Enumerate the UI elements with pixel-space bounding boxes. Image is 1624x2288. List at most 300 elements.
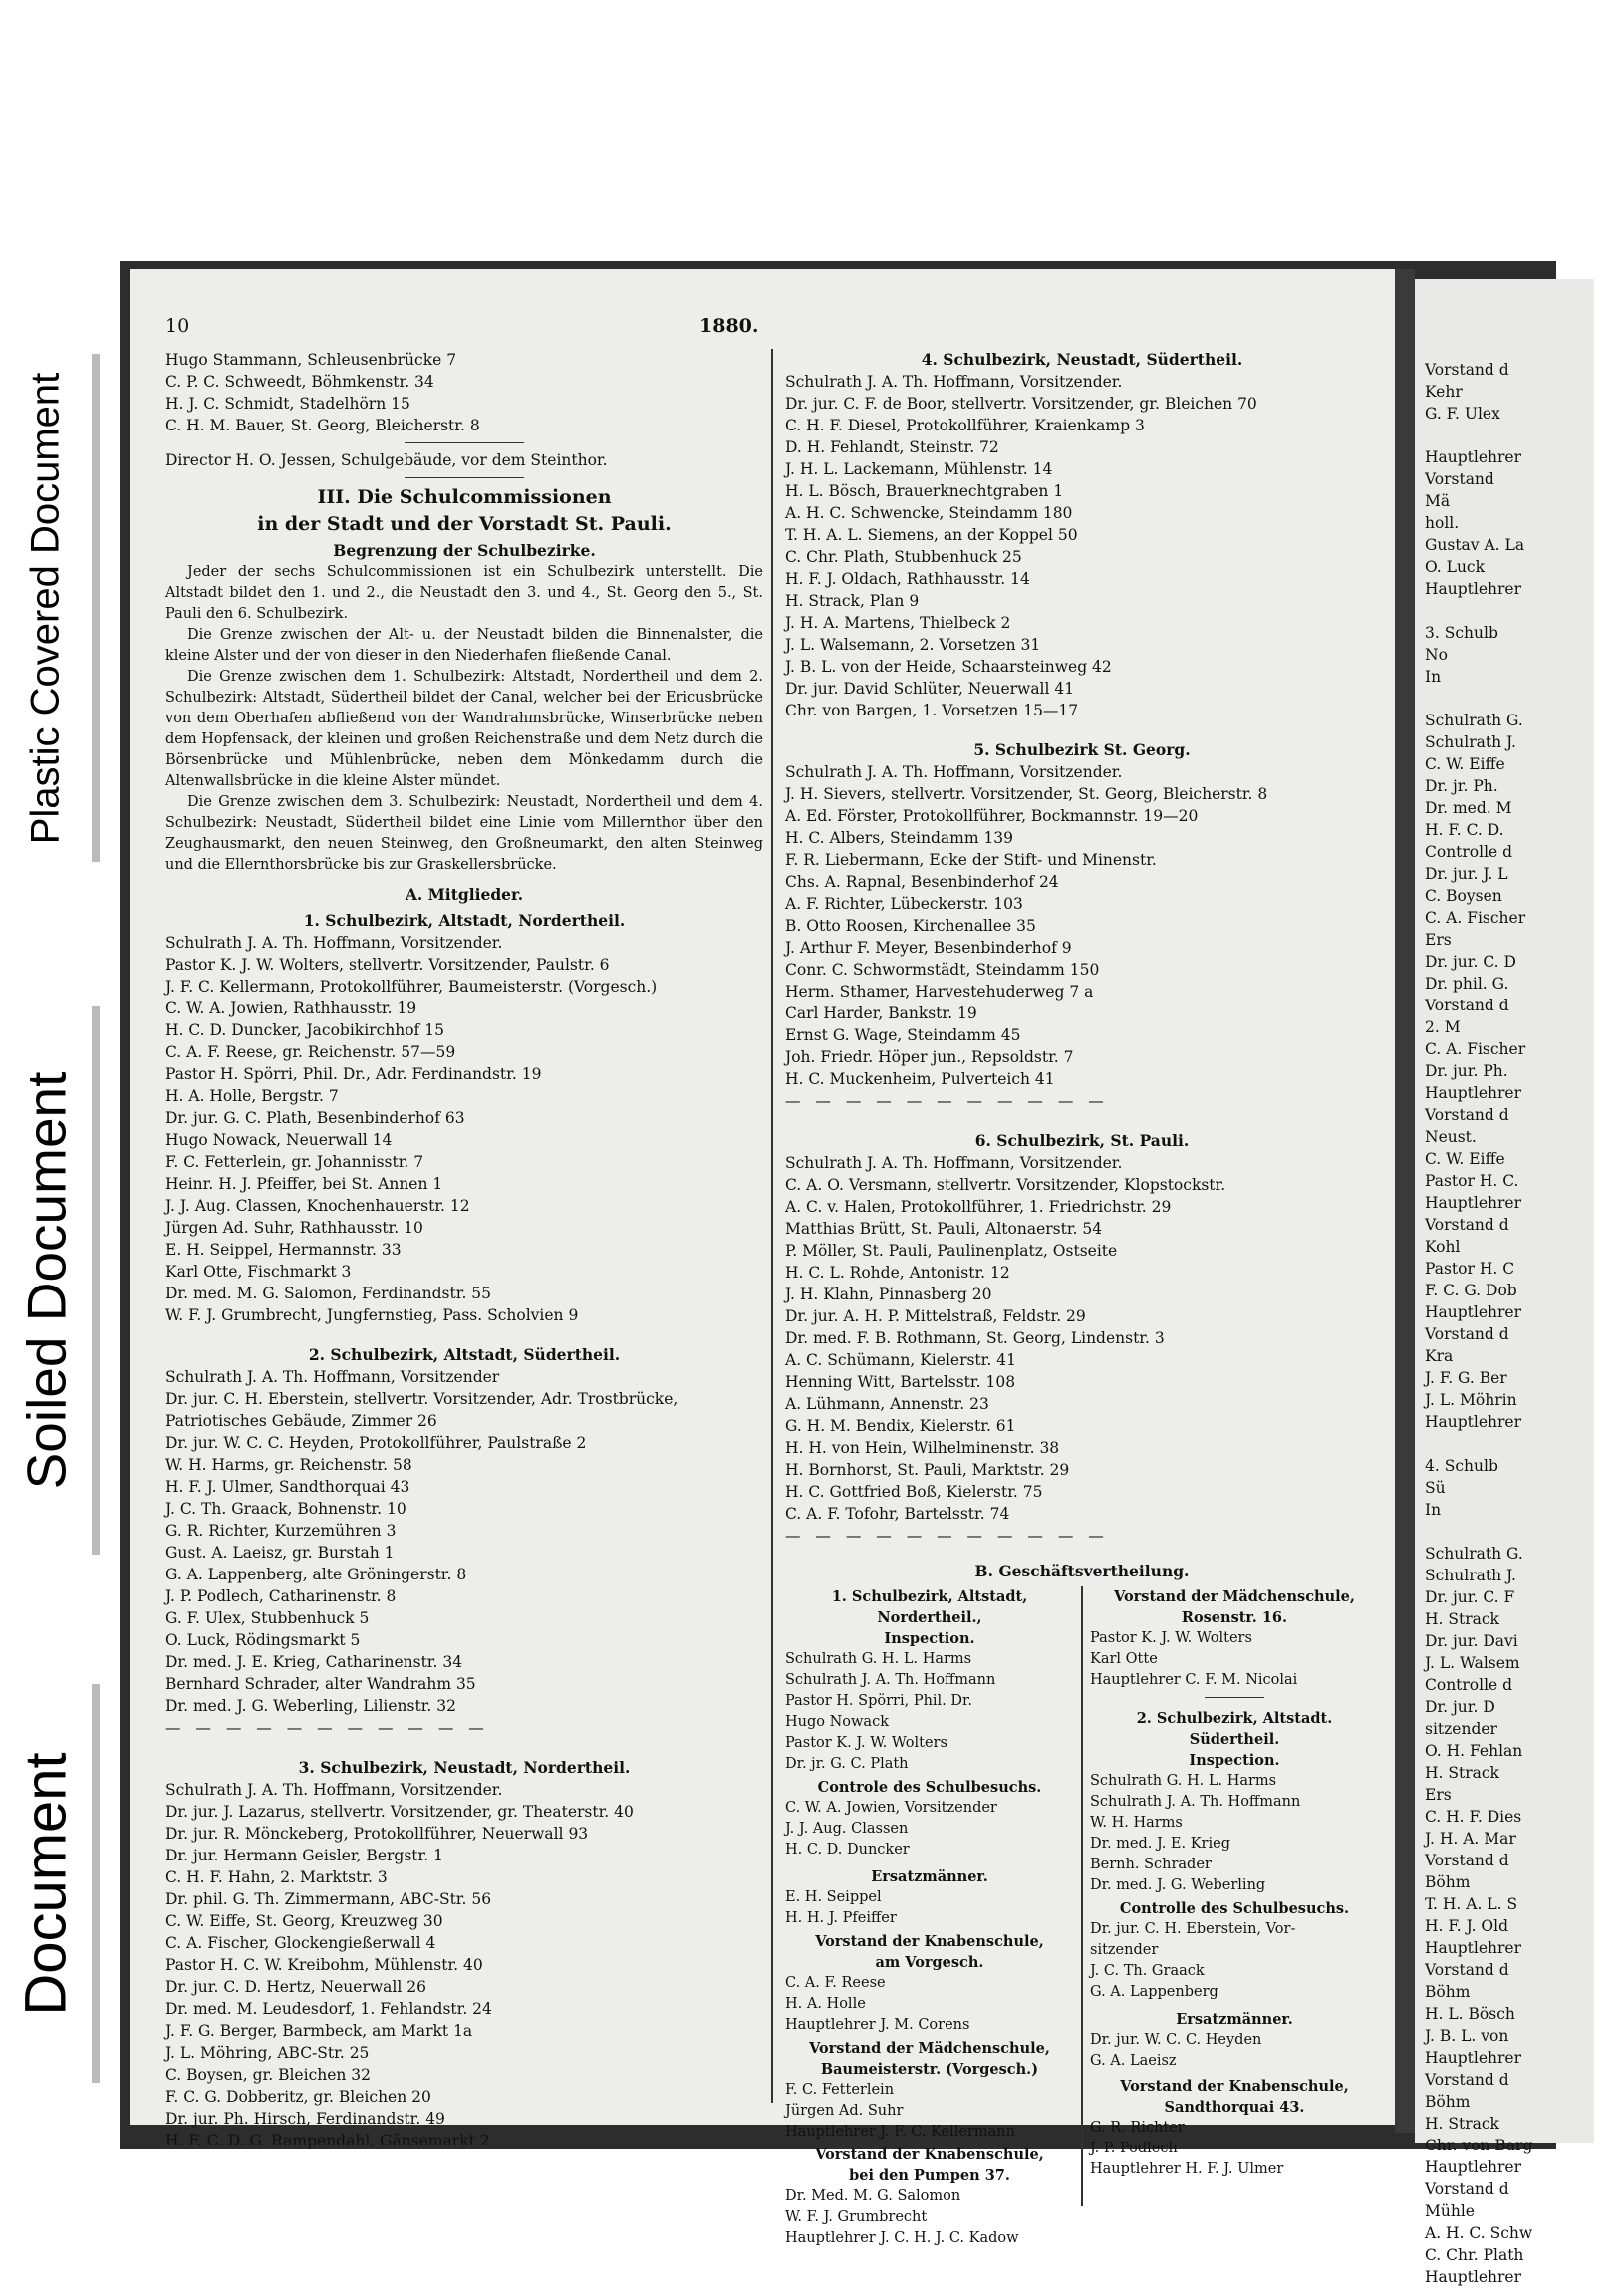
facing-page-line: T. H. A. L. S	[1425, 1895, 1518, 1913]
substitutes-heading-line: Ersatzmänner.	[1176, 2011, 1293, 2028]
inspection-list-line: Schulrath G. H. L. Harms	[785, 1651, 972, 1667]
inspection-list-line: Dr. med. J. G. Weberling	[1090, 1877, 1266, 1893]
facing-page-line: Controlle d	[1425, 1676, 1513, 1694]
member-entry: Dr. jur. A. H. P. Mittelstraß, Feldstr. 29	[785, 1307, 1086, 1325]
member-entry: O. Luck, Rödingsmarkt 5	[165, 1631, 361, 1649]
member-entry: J. F. G. Berger, Barmbeck, am Markt 1a	[165, 2022, 473, 2040]
control-list-line: H. C. D. Duncker	[785, 1842, 910, 1858]
facing-page-line: F. C. G. Dob	[1425, 1282, 1517, 1299]
boys-school-list	[1090, 2118, 1379, 2180]
girls-school-list-line: Hauptlehrer J. F. C. Kellermann	[785, 2124, 1015, 2140]
facing-page-line: Mühle	[1425, 2202, 1475, 2220]
member-entry: Dr. jur. J. Lazarus, stellvertr. Vorsitzender, gr. Theaterstr. 40	[165, 1803, 634, 1821]
member-entry: B. Otto Roosen, Kirchenallee 35	[785, 917, 1036, 935]
tab-document	[0, 1684, 92, 2083]
facing-page-line: In	[1425, 668, 1442, 686]
member-entry: Dr. med. M. G. Salomon, Ferdinandstr. 55	[165, 1285, 492, 1302]
boys-school-heading-line: Sandthorquai 43.	[1164, 2099, 1305, 2116]
director-line: Director H. O. Jessen, Schulgebäude, vor dem Steinthor.	[165, 451, 608, 469]
section-subtitle: in der Stadt und der Vorstadt St. Pauli.	[257, 513, 672, 535]
district1-title: 1. Schulbezirk, Altstadt, Nordertheil.	[303, 911, 626, 930]
divider	[1205, 1697, 1264, 1698]
facing-page-line: H. F. C. D.	[1425, 821, 1504, 839]
inspection-list-line: Schulrath G. H. L. Harms	[1090, 1773, 1277, 1789]
member-entry: Dr. jur. G. C. Plath, Besenbinderhof 63	[165, 1109, 465, 1127]
member-entry: Dr. jur. W. C. C. Heyden, Protokollführer, Paulstraße 2	[165, 1434, 587, 1452]
facing-page-line: No	[1425, 646, 1448, 664]
facing-page-line: Dr. jur. C. D	[1425, 953, 1516, 971]
facing-page-line: Dr. phil. G.	[1425, 975, 1509, 993]
facing-page-line: Mä	[1425, 492, 1451, 510]
district6-title: 6. Schulbezirk, St. Pauli.	[974, 1131, 1190, 1150]
girls-school-heading-line: Rosenstr. 16.	[1181, 1609, 1288, 1626]
member-entry: J. C. Th. Graack, Bohnenstr. 10	[165, 1500, 406, 1518]
member-entry: A. H. C. Schwencke, Steindamm 180	[785, 504, 1073, 522]
facing-page-line: C. Chr. Plath	[1425, 2246, 1524, 2264]
facing-page-line: Vorstand d	[1425, 361, 1509, 379]
inspection-list-line: Bernh. Schrader	[1090, 1857, 1212, 1872]
member-entry: H. C. D. Duncker, Jacobikirchhof 15	[165, 1021, 444, 1039]
facing-page-line: Hauptlehrer	[1425, 2158, 1521, 2176]
member-entry: Henning Witt, Bartelsstr. 108	[785, 1373, 1016, 1391]
book-gutter	[1395, 269, 1415, 2133]
dash-separator: — — — — — — — — — — —	[165, 1719, 489, 1737]
member-entry: J. L. Walsemann, 2. Vorsetzen 31	[785, 636, 1041, 654]
member-entry: Patriotisches Gebäude, Zimmer 26	[165, 1412, 437, 1430]
facing-page-line: Dr. jur. J. L	[1425, 865, 1508, 883]
member-entry: H. F. J. Oldach, Rathhausstr. 14	[785, 570, 1030, 588]
inspection-list-line: Pastor H. Spörri, Phil. Dr.	[785, 1693, 972, 1709]
girls-school-heading-line: Baumeisterstr. (Vorgesch.)	[820, 2061, 1039, 2078]
member-entry: Karl Otte, Fischmarkt 3	[165, 1263, 352, 1281]
facing-page-line: Pastor H. C.	[1425, 1172, 1519, 1190]
member-entry: J. H. A. Martens, Thielbeck 2	[785, 614, 1011, 632]
girls-school-list-line: Hauptlehrer C. F. M. Nicolai	[1090, 1672, 1298, 1688]
girls-school-heading-line: Vorstand der Mädchenschule,	[1114, 1588, 1355, 1605]
inspection-list	[1090, 1771, 1379, 1896]
member-entry: Chr. von Bargen, 1. Vorsetzen 15—17	[785, 702, 1079, 719]
district4-title: 4. Schulbezirk, Neustadt, Südertheil.	[921, 350, 1243, 369]
inspection-list-line: Schulrath J. A. Th. Hoffmann	[1090, 1794, 1301, 1810]
facing-page-line	[1425, 1433, 1624, 1455]
entry-line: C. P. C. Schweedt, Böhmkenstr. 34	[165, 373, 434, 391]
facing-page-line: H. F. J. Old	[1425, 1917, 1509, 1935]
member-entry: C. Boysen, gr. Bleichen 32	[165, 2066, 372, 2084]
facing-page-line: Chr. von Barg	[1425, 2137, 1533, 2154]
member-entry: A. F. Richter, Lübeckerstr. 103	[785, 895, 1023, 913]
girls-school-list	[1090, 1628, 1379, 1691]
boys-school-list-line: C. A. F. Reese	[785, 1975, 886, 1991]
inspection-list-line: Hugo Nowack	[785, 1714, 889, 1730]
control-list-line: sitzender	[1090, 1942, 1159, 1958]
member-entry: W. F. J. Grumbrecht, Jungfernstieg, Pass. Scholvien 9	[165, 1306, 579, 1324]
member-entry: A. C. Schümann, Kielerstr. 41	[785, 1351, 1016, 1369]
boys-school2-list-line: Dr. Med. M. G. Salomon	[785, 2188, 961, 2204]
district1-heading	[785, 1586, 1074, 1649]
facing-page-line: Schulrath G.	[1425, 712, 1523, 729]
dash-separator: — — — — — — — — — — —	[785, 1092, 1109, 1110]
district5-title: 5. Schulbezirk St. Georg.	[973, 740, 1191, 759]
member-entry: Schulrath J. A. Th. Hoffmann, Vorsitzender.	[785, 763, 1123, 781]
facing-page-line: C. H. F. Dies	[1425, 1808, 1522, 1826]
member-entry: Dr. med. M. Leudesdorf, 1. Fehlandstr. 24	[165, 2000, 492, 2018]
district2-heading-line: 2. Schulbezirk, Altstadt.	[1136, 1710, 1333, 1727]
member-entry: Dr. jur. Hermann Geisler, Bergstr. 1	[165, 1847, 443, 1864]
inspection-list-line: Schulrath J. A. Th. Hoffmann	[785, 1672, 996, 1688]
facing-page-line: holl.	[1425, 514, 1460, 532]
facing-page-line: O. Luck	[1425, 558, 1486, 576]
facing-page-line: Vorstand d	[1425, 2180, 1509, 2198]
tab-edge	[92, 1684, 100, 2083]
facing-page-line: J. H. A. Mar	[1425, 1830, 1516, 1848]
inspection-list-line: Dr. med. J. E. Krieg	[1090, 1836, 1230, 1852]
boys-school-heading	[1090, 2076, 1379, 2118]
facing-page-text	[1425, 359, 1624, 2288]
top-entries	[165, 349, 763, 436]
facing-page-line: Schulrath G.	[1425, 1545, 1523, 1563]
district1-heading-line: Nordertheil.,	[877, 1609, 982, 1626]
member-entry: C. W. A. Jowien, Rathhausstr. 19	[165, 1000, 417, 1017]
boys-school2-heading-line: bei den Pumpen 37.	[849, 2167, 1010, 2184]
member-entry: Schulrath J. A. Th. Hoffmann, Vorsitzender.	[165, 1781, 503, 1799]
facing-page-line: Dr. jur. D	[1425, 1698, 1495, 1716]
district2-heading-line: Südertheil.	[1189, 1731, 1280, 1748]
member-entry: Chs. A. Rapnal, Besenbinderhof 24	[785, 873, 1059, 891]
member-entry: J. P. Podlech, Catharinenstr. 8	[165, 1587, 397, 1605]
member-entry: Conr. C. Schwormstädt, Steindamm 150	[785, 961, 1100, 979]
member-entry: Schulrath J. A. Th. Hoffmann, Vorsitzender.	[785, 373, 1123, 391]
district1-heading-line: 1. Schulbezirk, Altstadt,	[831, 1588, 1028, 1605]
control-heading	[1090, 1898, 1379, 1919]
facing-page-line: Böhm	[1425, 1873, 1471, 1891]
member-entry: C. H. F. Hahn, 2. Marktstr. 3	[165, 1868, 388, 1886]
facing-page-line: J. L. Möhrin	[1425, 1391, 1517, 1409]
substitutes-list-line: E. H. Seippel	[785, 1889, 882, 1905]
facing-page-line	[1425, 425, 1624, 446]
facing-page-line: Vorstand d	[1425, 1106, 1509, 1124]
facing-page-line: G. F. Ulex	[1425, 405, 1500, 423]
facing-page-line: sitzender	[1425, 1720, 1497, 1738]
divider	[405, 477, 524, 478]
member-entry: H. F. J. Ulmer, Sandthorquai 43	[165, 1478, 410, 1496]
facing-page-line: Sü	[1425, 1479, 1446, 1497]
tab-soiled-document	[0, 1006, 92, 1555]
boys-school2-heading	[785, 2145, 1074, 2186]
facing-page-line: Hauptlehrer	[1425, 1084, 1521, 1102]
substitutes-heading-line: Ersatzmänner.	[871, 1868, 988, 1885]
girls-school-list-line: Jürgen Ad. Suhr	[785, 2103, 904, 2119]
member-entry: C. Chr. Plath, Stubbenhuck 25	[785, 548, 1022, 566]
paragraph: Jeder der sechs Schulcommissionen ist ein Schulbezirk unterstellt. Die Altstadt bildet den 1. und 2., die Neustadt den 3. und 4., St. Georg den 5., St. Pauli den 6. Schulbezirk.	[165, 564, 763, 622]
boys-school2-list	[785, 2186, 1074, 2249]
facing-page-line: Dr. jur. C. F	[1425, 1588, 1515, 1606]
girls-school-list-line: Karl Otte	[1090, 1651, 1158, 1667]
substitutes-heading	[1090, 2009, 1379, 2030]
substitutes-list-line: H. H. J. Pfeiffer	[785, 1910, 897, 1926]
member-entry: Joh. Friedr. Höper jun., Repsoldstr. 7	[785, 1048, 1074, 1066]
facing-page-line: Dr. jur. Ph.	[1425, 1062, 1508, 1080]
page-year: 1880.	[699, 315, 759, 337]
substitutes-heading	[785, 1866, 1074, 1887]
boys-school2-heading-line: Vorstand der Knabenschule,	[815, 2146, 1044, 2163]
boys-school-list	[785, 1973, 1074, 2036]
boundaries-heading: Begrenzung der Schulbezirke.	[333, 541, 596, 560]
member-entry: Heinr. H. J. Pfeiffer, bei St. Annen 1	[165, 1175, 443, 1193]
control-list-line: Dr. jur. C. H. Eberstein, Vor-	[1090, 1921, 1296, 1937]
inspection-list-line: Dr. jr. G. C. Plath	[785, 1756, 909, 1772]
paragraph: Die Grenze zwischen der Alt- u. der Neustadt bilden die Binnenalster, die kleine Alster und der von dieser in den Niederhafen fließende Canal.	[165, 627, 763, 664]
facing-page-line: C. Boysen	[1425, 887, 1502, 905]
facing-page-line: C. W. Eiffe	[1425, 1150, 1505, 1168]
member-entry: E. H. Seippel, Hermannstr. 33	[165, 1241, 402, 1259]
member-entry: G. R. Richter, Kurzemühren 3	[165, 1522, 397, 1540]
facing-page-line: Böhm	[1425, 1983, 1471, 2001]
member-entry: Dr. jur. Ph. Hirsch, Ferdinandstr. 49	[165, 2110, 445, 2128]
facing-page-line: Hauptlehrer	[1425, 448, 1521, 466]
member-entry: Jürgen Ad. Suhr, Rathhausstr. 10	[165, 1219, 423, 1237]
control-list-line: C. W. A. Jowien, Vorsitzender	[785, 1800, 997, 1816]
boys-school2-list-line: Hauptlehrer J. C. H. J. C. Kadow	[785, 2230, 1019, 2246]
facing-page-line: Böhm	[1425, 2093, 1471, 2111]
member-entry: F. C. G. Dobberitz, gr. Bleichen 20	[165, 2088, 431, 2106]
facing-page-line: J. B. L. von	[1425, 2027, 1509, 2045]
facing-page-line: Hauptlehrer	[1425, 1194, 1521, 1212]
facing-page-line: Vorstand d	[1425, 1216, 1509, 1234]
member-entry: F. R. Liebermann, Ecke der Stift- und Minenstr.	[785, 851, 1157, 869]
facing-page-line: O. H. Fehlan	[1425, 1742, 1523, 1760]
facing-page-line: A. H. C. Schw	[1425, 2224, 1533, 2242]
paragraph: Die Grenze zwischen dem 3. Schulbezirk: Neustadt, Nordertheil und dem 4. Schulbezirk: Neustadt, Südertheil bildet eine Linie vom Millernthor über den Zeughausmarkt, den neuen Steinweg, den Großneumarkt, den alten Steinweg und die Ellernthorsbrücke bis zur Graskellersbrücke.	[165, 794, 763, 873]
district2-list	[165, 1366, 763, 1717]
facing-page-line: H. L. Bösch	[1425, 2005, 1515, 2023]
control-list-line: J. J. Aug. Classen	[785, 1821, 909, 1837]
business-heading: B. Geschäftsvertheilung.	[974, 1562, 1190, 1580]
column-rule	[771, 349, 773, 2103]
district3-list	[165, 1779, 763, 2151]
member-entry: J. H. Klahn, Pinnasberg 20	[785, 1286, 992, 1303]
inspection-list	[785, 1649, 1074, 1775]
facing-page-line: C. A. Fischer	[1425, 909, 1526, 927]
tab-label: Plastic Covered Document	[23, 372, 68, 844]
boys-school-heading-line: Vorstand der Knabenschule,	[1120, 2078, 1349, 2095]
member-entry: H. C. Gottfried Boß, Kielerstr. 75	[785, 1483, 1043, 1501]
member-entry: C. A. O. Versmann, stellvertr. Vorsitzender, Klopstockstr.	[785, 1176, 1226, 1194]
facing-page-line: C. W. Eiffe	[1425, 755, 1505, 773]
control-list	[1090, 1919, 1379, 2003]
district2-heading	[1090, 1708, 1379, 1771]
entry-line: H. J. C. Schmidt, Stadelhörn 15	[165, 395, 410, 413]
boys-school-heading	[785, 1931, 1074, 1973]
boundaries-text	[165, 562, 763, 876]
business-left	[785, 1586, 1074, 2249]
member-entry: H. Strack, Plan 9	[785, 592, 920, 610]
district2-title: 2. Schulbezirk, Altstadt, Südertheil.	[308, 1345, 621, 1364]
member-entry: Dr. med. F. B. Rothmann, St. Georg, Lindenstr. 3	[785, 1329, 1165, 1347]
district4-list	[785, 371, 1379, 721]
member-entry: Dr. med. J. G. Weberling, Lilienstr. 32	[165, 1697, 456, 1715]
girls-school-list-line: Pastor K. J. W. Wolters	[1090, 1630, 1252, 1646]
facing-page-line: Hauptlehrer	[1425, 2268, 1521, 2286]
page-number: 10	[165, 315, 190, 337]
member-entry: Dr. jur. C. H. Eberstein, stellvertr. Vorsitzender, Adr. Trostbrücke,	[165, 1390, 678, 1408]
member-entry: T. H. A. L. Siemens, an der Koppel 50	[785, 526, 1078, 544]
tab-edge	[92, 354, 100, 862]
member-entry: H. C. Muckenheim, Pulverteich 41	[785, 1070, 1055, 1088]
entry-line: Hugo Stammann, Schleusenbrücke 7	[165, 351, 457, 369]
boys-school2-list-line: W. F. J. Grumbrecht	[785, 2209, 928, 2225]
member-entry: J. H. Sievers, stellvertr. Vorsitzender, St. Georg, Bleicherstr. 8	[785, 785, 1268, 803]
substitutes-list-line: Dr. jur. W. C. C. Heyden	[1090, 2032, 1262, 2048]
member-entry: A. Ed. Förster, Protokollführer, Bockmannstr. 19—20	[785, 807, 1199, 825]
member-entry: Schulrath J. A. Th. Hoffmann, Vorsitzender	[165, 1368, 500, 1386]
member-entry: J. F. C. Kellermann, Protokollführer, Baumeisterstr. (Vorgesch.)	[165, 978, 658, 996]
subcolumn-rule	[1081, 1586, 1083, 2206]
district6-list	[785, 1152, 1379, 1525]
tab-edge	[92, 1006, 100, 1555]
divider	[405, 442, 524, 443]
member-entry: H. H. von Hein, Wilhelminenstr. 38	[785, 1439, 1060, 1457]
member-entry: J. H. L. Lackemann, Mühlenstr. 14	[785, 460, 1053, 478]
member-entry: Gust. A. Laeisz, gr. Burstah 1	[165, 1544, 395, 1562]
boys-school-heading-line: Vorstand der Knabenschule,	[815, 1933, 1044, 1950]
facing-page-line: Vorstand d	[1425, 1852, 1509, 1869]
facing-page-line: Hauptlehrer	[1425, 580, 1521, 598]
facing-page-line	[1425, 600, 1624, 622]
facing-page-line: Vorstand d	[1425, 997, 1509, 1014]
control-list-line: G. A. Lappenberg	[1090, 1984, 1218, 2000]
girls-school-heading	[785, 2038, 1074, 2080]
control-heading-line: Controle des Schulbesuchs.	[817, 1779, 1042, 1796]
facing-page-line: Gustav A. La	[1425, 536, 1525, 554]
facing-page-line: Pastor H. C	[1425, 1260, 1515, 1278]
member-entry: Dr. jur. C. D. Hertz, Neuerwall 26	[165, 1978, 426, 1996]
member-entry: C. H. F. Diesel, Protokollführer, Kraienkamp 3	[785, 417, 1145, 434]
member-entry: H. L. Bösch, Brauerknechtgraben 1	[785, 482, 1064, 500]
paragraph: Die Grenze zwischen dem 1. Schulbezirk: Altstadt, Nordertheil und dem 2. Schulbezirk: Altstadt, Südertheil bildet der Canal, welcher bei der Ericusbrücke von dem Oberhafen abfließend von der Wandrahmsbrücke, Winserbrücke neben dem Hopfensack, der kleinen und großen Reichenstraße und dem Netz durch die Börsenbrücke und Mühlenbrücke, neben dem Mönkedamm durch die Altenwallsbrücke in die kleine Alster mündet.	[165, 669, 763, 789]
member-entry: H. F. C. D. G. Rampendahl, Gänsemarkt 2	[165, 2132, 490, 2149]
facing-page	[1415, 279, 1594, 2286]
girls-school-list	[785, 2080, 1074, 2143]
member-entry: Ernst G. Wage, Steindamm 45	[785, 1026, 1021, 1044]
facing-page-line	[1425, 1521, 1624, 1543]
member-entry: A. Lühmann, Annenstr. 23	[785, 1395, 989, 1413]
member-entry: C. A. F. Reese, gr. Reichenstr. 57—59	[165, 1043, 456, 1061]
member-entry: G. F. Ulex, Stubbenhuck 5	[165, 1609, 370, 1627]
substitutes-list	[785, 1887, 1074, 1929]
member-entry: Dr. med. J. E. Krieg, Catharinenstr. 34	[165, 1653, 463, 1671]
member-entry: Carl Harder, Bankstr. 19	[785, 1004, 977, 1022]
facing-page-line: Ers	[1425, 1786, 1452, 1804]
facing-page-line: Neust.	[1425, 1128, 1477, 1146]
member-entry: A. C. v. Halen, Protokollführer, 1. Friedrichstr. 29	[785, 1198, 1172, 1216]
facing-page-line: Hauptlehrer	[1425, 2049, 1521, 2067]
member-entry: Pastor H. Spörri, Phil. Dr., Adr. Ferdinandstr. 19	[165, 1065, 542, 1083]
member-entry: H. C. Albers, Steindamm 139	[785, 829, 1014, 847]
tab-label: Document	[13, 1751, 79, 2016]
facing-page-line: Controlle d	[1425, 843, 1513, 861]
member-entry: C. A. Fischer, Glockengießerwall 4	[165, 1934, 436, 1952]
district1-list	[165, 932, 763, 1326]
members-heading: A. Mitglieder.	[405, 885, 524, 904]
facing-page-line: J. L. Walsem	[1425, 1654, 1520, 1672]
girls-school-heading	[1090, 1586, 1379, 1628]
facing-page-line: H. Strack	[1425, 1764, 1499, 1782]
facing-page-line: Vorstand d	[1425, 2071, 1509, 2089]
facing-page-line: Ers	[1425, 931, 1452, 949]
member-entry: J. Arthur F. Meyer, Besenbinderhof 9	[785, 939, 1072, 957]
facing-page-line: Schulrath J.	[1425, 733, 1516, 751]
facing-page-line: Vorstand	[1425, 470, 1494, 488]
control-list	[785, 1798, 1074, 1860]
facing-page-line: H. Strack	[1425, 1610, 1499, 1628]
member-entry: H. A. Holle, Bergstr. 7	[165, 1087, 339, 1105]
facing-page-line: Schulrath J.	[1425, 1567, 1516, 1584]
facing-page-line: H. Strack	[1425, 2115, 1499, 2133]
member-entry: Pastor H. C. W. Kreibohm, Mühlenstr. 40	[165, 1956, 483, 1974]
boys-school-list-line: J. P. Podlech	[1090, 2141, 1178, 2156]
inspection-list-line: Pastor K. J. W. Wolters	[785, 1735, 947, 1751]
facing-page-line: In	[1425, 1501, 1442, 1519]
facing-page-line: Kehr	[1425, 383, 1463, 401]
member-entry: J. L. Möhring, ABC-Str. 25	[165, 2044, 370, 2062]
member-entry: G. A. Lappenberg, alte Gröningerstr. 8	[165, 1566, 467, 1583]
member-entry: C. W. Eiffe, St. Georg, Kreuzweg 30	[165, 1912, 443, 1930]
facing-page-line: Vorstand d	[1425, 1325, 1509, 1343]
facing-page-line: Kohl	[1425, 1238, 1461, 1256]
member-entry: Hugo Nowack, Neuerwall 14	[165, 1131, 393, 1149]
member-entry: J. B. L. von der Heide, Schaarsteinweg 42	[785, 658, 1112, 676]
member-entry: H. Bornhorst, St. Pauli, Marktstr. 29	[785, 1461, 1070, 1479]
member-entry: Pastor K. J. W. Wolters, stellvertr. Vorsitzender, Paulstr. 6	[165, 956, 610, 974]
tab-plastic-covered-document	[0, 354, 92, 862]
member-entry: Dr. phil. G. Th. Zimmermann, ABC-Str. 56	[165, 1890, 492, 1908]
member-entry: Dr. jur. C. F. de Boor, stellvertr. Vorsitzender, gr. Bleichen 70	[785, 395, 1257, 413]
member-entry: D. H. Fehlandt, Steinstr. 72	[785, 438, 999, 456]
girls-school-heading-line: Vorstand der Mädchenschule,	[809, 2040, 1050, 2057]
facing-page-line: 3. Schulb	[1425, 624, 1498, 642]
facing-page-line: Dr. jr. Ph.	[1425, 777, 1498, 795]
substitutes-list	[1090, 2030, 1379, 2072]
control-list-line: J. C. Th. Graack	[1090, 1963, 1205, 1979]
facing-page-line: Hauptlehrer	[1425, 1413, 1521, 1431]
member-entry: P. Möller, St. Pauli, Paulinenplatz, Ostseite	[785, 1242, 1118, 1260]
facing-page-line	[1425, 688, 1624, 710]
member-entry: Schulrath J. A. Th. Hoffmann, Vorsitzender.	[165, 934, 503, 952]
boys-school-heading-line: am Vorgesch.	[875, 1954, 984, 1971]
facing-page-line: Dr. med. M	[1425, 799, 1512, 817]
girls-school-list-line: F. C. Fetterlein	[785, 2082, 895, 2098]
facing-page-line: Hauptlehrer	[1425, 1939, 1521, 1957]
member-entry: G. H. M. Bendix, Kielerstr. 61	[785, 1417, 1016, 1435]
facing-page-line: C. A. Fischer	[1425, 1040, 1526, 1058]
district1-heading-line: Inspection.	[884, 1630, 975, 1647]
scanned-page	[130, 269, 1395, 2246]
facing-page-line: J. F. G. Ber	[1425, 1369, 1507, 1387]
member-entry: Herm. Sthamer, Harvestehuderweg 7 a	[785, 983, 1094, 1001]
business-right	[1090, 1586, 1379, 2180]
district3-title: 3. Schulbezirk, Neustadt, Nordertheil.	[298, 1758, 631, 1777]
boys-school-list-line: Hauptlehrer H. F. J. Ulmer	[1090, 2161, 1284, 2177]
member-entry: Matthias Brütt, St. Pauli, Altonaerstr. 54	[785, 1220, 1103, 1238]
member-entry: Schulrath J. A. Th. Hoffmann, Vorsitzender.	[785, 1154, 1123, 1172]
facing-page-line: 2. M	[1425, 1018, 1461, 1036]
member-entry: J. J. Aug. Classen, Knochenhauerstr. 12	[165, 1197, 470, 1215]
right-column	[785, 349, 1379, 2246]
boys-school-list-line: G. R. Richter	[1090, 2120, 1185, 2136]
facing-page-line: 4. Schulb	[1425, 1457, 1498, 1475]
member-entry: H. C. L. Rohde, Antonistr. 12	[785, 1264, 1010, 1282]
inspection-list-line: W. H. Harms	[1090, 1815, 1183, 1831]
